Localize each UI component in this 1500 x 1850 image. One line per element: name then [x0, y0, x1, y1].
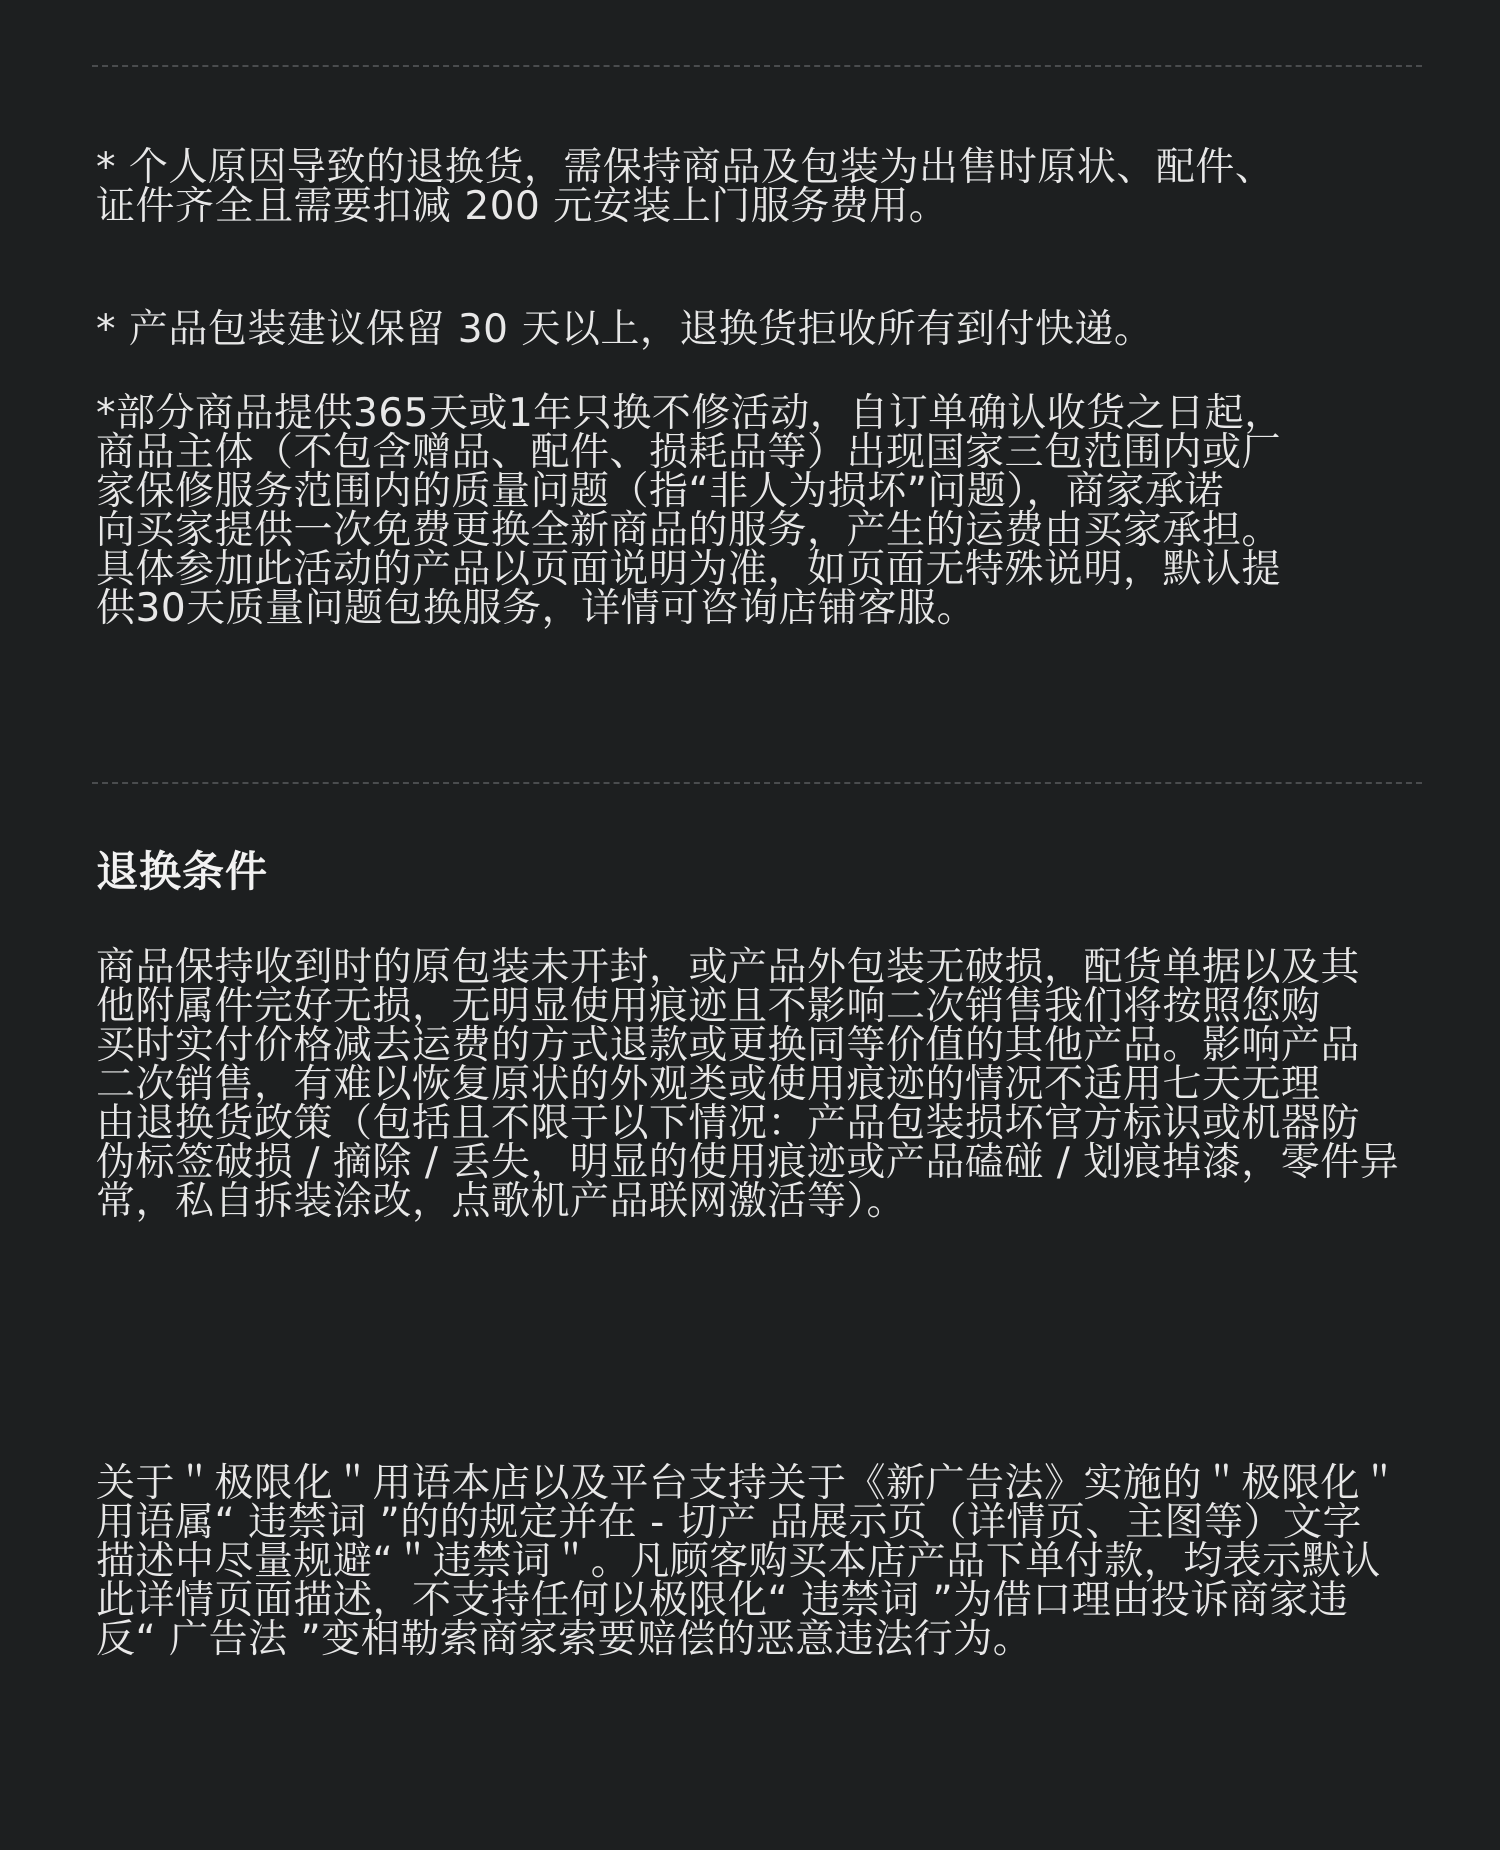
text-line: 伪标签破损 / 摘除 / 丢失，明显的使用痕迹或产品磕碰 / 划痕掉漆，零件异 — [96, 1140, 1400, 1185]
packaging-note — [96, 296, 1436, 352]
section-heading: 退换条件 — [96, 847, 269, 896]
personal-reason-note — [96, 134, 1436, 229]
text-line: 用语属“ 违禁词 ”的的规定并在 - 切产 品展示页（详情页、主图等）文字 — [96, 1500, 1362, 1545]
dashed-divider-top — [92, 65, 1422, 67]
text-line: 向买家提供一次免费更换全新商品的服务，产生的运费由买家承担。 — [96, 508, 1282, 553]
text-line: 买时实付价格减去运费的方式退款或更换同等价值的其他产品。影响产品 — [96, 1023, 1361, 1068]
dashed-divider-middle — [92, 782, 1422, 784]
text-line: 描述中尽量规避“＂违禁词＂。凡顾客购买本店产品下单付款，均表示默认 — [96, 1539, 1381, 1584]
text-line: 商品保持收到时的原包装未开封，或产品外包装无破损，配货单据以及其 — [96, 945, 1361, 990]
text-line: 商品主体（不包含赠品、配件、损耗品等）出现国家三包范围内或厂 — [96, 430, 1282, 475]
text-line: 此详情页面描述，不支持任何以极限化“ 违禁词 ”为借口理由投诉商家违 — [96, 1578, 1349, 1623]
text-line: 他附属件完好无损，无明显使用痕迹且不影响二次销售我们将按照您购 — [96, 984, 1321, 1029]
advertising-law-paragraph — [96, 1450, 1436, 1662]
text-line: * 产品包装建议保留 30 天以上，退换货拒收所有到付快递。 — [96, 307, 1154, 352]
text-line: 反“ 广告法 ”变相勒索商家索要赔偿的恶意违法行为。 — [96, 1617, 1033, 1662]
text-line: 常，私自拆装涂改，点歌机产品联网激活等）。 — [96, 1179, 907, 1224]
text-line: 供30天质量问题包换服务，详情可咨询店铺客服。 — [96, 586, 977, 631]
return-conditions-paragraph — [96, 934, 1436, 1224]
text-line: 家保修服务范围内的质量问题（指“非人为损坏”问题），商家承诺 — [96, 469, 1224, 514]
text-line: * 个人原因导致的退换货，需保持商品及包装为出售时原状、配件、 — [96, 145, 1275, 190]
text-line: 证件齐全且需要扣减 200 元安装上门服务费用。 — [96, 184, 949, 229]
replacement-policy-note — [96, 384, 1436, 631]
text-line: 由退换货政策（包括且不限于以下情况：产品包装损坏官方标识或机器防 — [96, 1101, 1361, 1146]
text-line: 具体参加此活动的产品以页面说明为准，如页面无特殊说明，默认提 — [96, 547, 1282, 592]
text-line: 二次销售，有难以恢复原状的外观类或使用痕迹的情况不适用七天无理 — [96, 1062, 1321, 1107]
text-line: 关于＂极限化＂用语本店以及平台支持关于《新广告法》实施的＂极限化＂ — [96, 1461, 1400, 1506]
text-line: *部分商品提供365天或1年只换不修活动，自订单确认收货之日起， — [96, 391, 1284, 436]
